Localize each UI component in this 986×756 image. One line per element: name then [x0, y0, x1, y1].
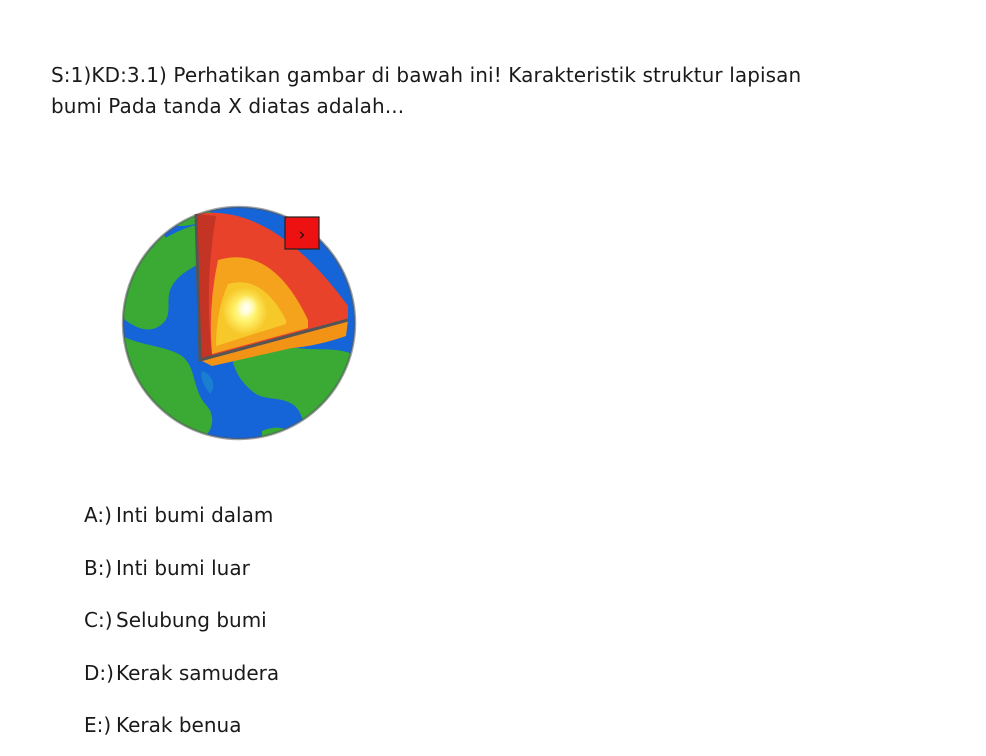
option-d-text: Kerak samudera: [116, 660, 280, 685]
option-a-text: Inti bumi dalam: [116, 503, 274, 527]
option-c[interactable]: [84, 608, 279, 661]
option-b[interactable]: [84, 556, 279, 609]
option-d[interactable]: [84, 661, 279, 714]
option-e-text: Kerak benua: [116, 713, 242, 737]
option-a[interactable]: [84, 503, 279, 556]
option-b-letter: B:): [84, 555, 113, 580]
earth-layers-figure: [112, 196, 366, 450]
option-e[interactable]: [84, 713, 279, 756]
core-glow: [236, 295, 258, 317]
earth-cutaway-image: [112, 196, 366, 450]
option-c-letter: C:): [84, 608, 113, 632]
option-b-text: Inti bumi luar: [116, 555, 250, 580]
x-marker-glyph: ›: [298, 225, 306, 245]
option-d-letter: D:): [84, 660, 114, 685]
answer-options: [84, 503, 279, 756]
option-a-letter: A:): [84, 503, 112, 527]
question-text: S:1)KD:3.1) Perhatikan gambar di bawah ini! Karakteristik struktur lapisan bumi Pada tanda X diatas adalah...: [51, 63, 802, 118]
option-e-letter: E:): [84, 713, 112, 737]
option-c-text: Selubung bumi: [116, 608, 267, 632]
